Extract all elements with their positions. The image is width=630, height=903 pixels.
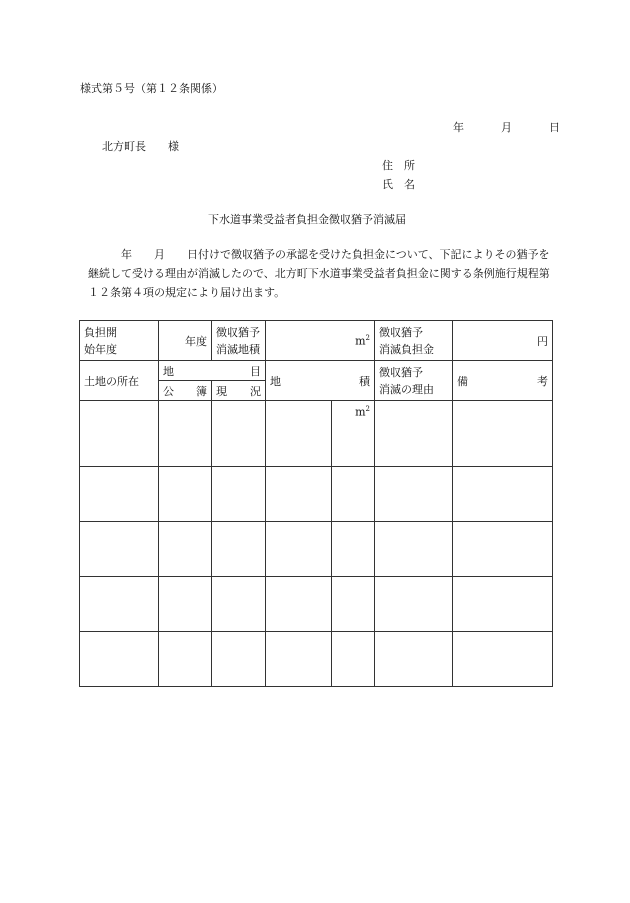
reason-header: 徴収猶予 消滅の理由: [375, 361, 453, 401]
current-cell[interactable]: [212, 632, 266, 687]
date-line: [453, 119, 560, 135]
header-row-a: [80, 361, 553, 381]
area-dec-cell[interactable]: [332, 632, 375, 687]
registry-cell[interactable]: [159, 467, 212, 522]
exempt-amount-label: 徴収猶予 消滅負担金: [375, 321, 453, 361]
remarks-cell[interactable]: [453, 467, 553, 522]
registry-cell[interactable]: [159, 632, 212, 687]
registry-cell[interactable]: [159, 401, 212, 467]
start-year-field[interactable]: [159, 321, 212, 361]
area-dec-cell[interactable]: [332, 522, 375, 577]
area-dec-cell[interactable]: $m^2$: [332, 401, 375, 467]
area-int-cell[interactable]: [266, 467, 332, 522]
current-cell[interactable]: [212, 577, 266, 632]
reason-cell[interactable]: [375, 401, 453, 467]
area-int-cell[interactable]: [266, 577, 332, 632]
addressee: 北方町長 様: [102, 140, 179, 153]
reason-cell[interactable]: [375, 577, 453, 632]
area-unit: m: [355, 334, 366, 348]
remarks-header: 備 考: [453, 361, 553, 401]
remarks-cell[interactable]: [453, 522, 553, 577]
area-int-cell[interactable]: [266, 401, 332, 467]
address-label: 住 所: [382, 159, 415, 172]
form-table: [79, 320, 553, 687]
table-row: [80, 401, 553, 467]
current-cell[interactable]: [212, 522, 266, 577]
area-dec-cell[interactable]: [332, 467, 375, 522]
location-cell[interactable]: [80, 401, 159, 467]
location-cell[interactable]: [80, 467, 159, 522]
reason-cell[interactable]: [375, 467, 453, 522]
remarks-cell[interactable]: [453, 632, 553, 687]
date-year-label: 年: [453, 121, 464, 134]
yen-unit: 円: [537, 334, 548, 348]
current-header: 現 況: [212, 381, 266, 401]
date-day-label: 日: [549, 121, 560, 134]
table-row: [80, 467, 553, 522]
exempt-area-label: 徴収猶予 消滅地積: [212, 321, 266, 361]
table-row: [80, 632, 553, 687]
exempt-amount-field[interactable]: [453, 321, 553, 361]
start-year-label: 負担開 始年度: [80, 321, 159, 361]
area-dec-cell[interactable]: [332, 577, 375, 632]
remarks-cell[interactable]: [453, 401, 553, 467]
reason-cell[interactable]: [375, 632, 453, 687]
location-cell[interactable]: [80, 522, 159, 577]
registry-cell[interactable]: [159, 522, 212, 577]
body-text: 年 月 日付けで徴収猶予の承認を受けた負担金について、下記によりその猶予を継続して受ける理由が消滅したので、北方町下水道事業受益者負担金に関する条例施行規程第１２条第４項の規定により届け出ます。: [88, 248, 550, 299]
current-cell[interactable]: [212, 401, 266, 467]
summary-row: [80, 321, 553, 361]
exempt-area-field[interactable]: $m^2$: [266, 321, 375, 361]
area-int-cell[interactable]: [266, 522, 332, 577]
document-title: 下水道事業受益者負担金徴収猶予消滅届: [208, 213, 406, 226]
land-category-header: 地 目: [159, 361, 266, 381]
name-label: 氏 名: [382, 178, 415, 191]
area-header: 地 積: [266, 361, 375, 401]
table-row: [80, 577, 553, 632]
registry-header: 公 簿: [159, 381, 212, 401]
registry-cell[interactable]: [159, 577, 212, 632]
table-row: [80, 522, 553, 577]
year-unit: 年度: [185, 334, 207, 348]
remarks-cell[interactable]: [453, 577, 553, 632]
location-cell[interactable]: [80, 577, 159, 632]
form-number: 様式第５号（第１２条関係）: [80, 82, 223, 95]
current-cell[interactable]: [212, 467, 266, 522]
date-month-label: 月: [501, 121, 512, 134]
reason-cell[interactable]: [375, 522, 453, 577]
area-int-cell[interactable]: [266, 632, 332, 687]
location-cell[interactable]: [80, 632, 159, 687]
location-header: 土地の所在: [80, 361, 159, 401]
